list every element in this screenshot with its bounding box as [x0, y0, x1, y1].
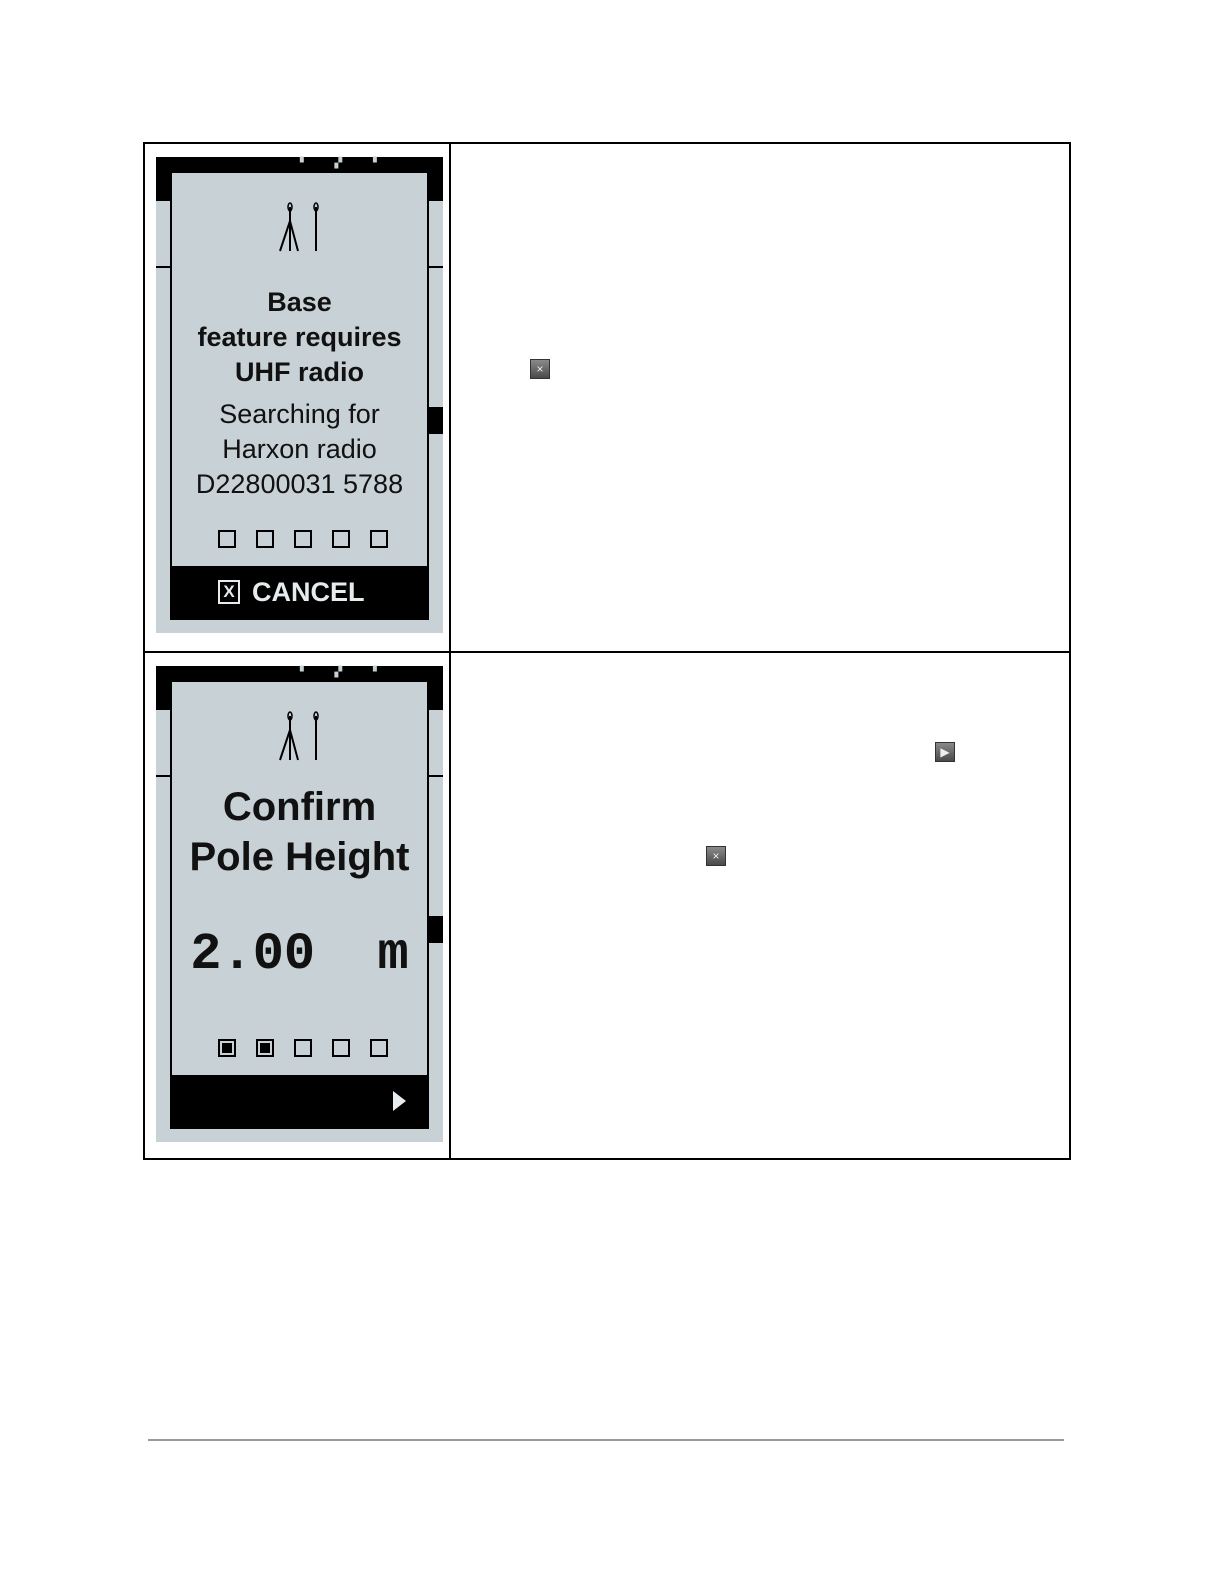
screen-title-line: Base	[267, 287, 332, 317]
softkey-bar	[172, 566, 427, 618]
screen-title-line: UHF radio	[234, 357, 364, 387]
bezel-right-line	[429, 775, 443, 777]
status-bar	[156, 157, 443, 171]
cancel-x-icon: ×	[530, 359, 550, 379]
next-arrow-icon: ▶	[935, 742, 955, 762]
play-arrow-icon[interactable]	[389, 1089, 409, 1113]
progress-box	[294, 1039, 312, 1057]
receiver-device	[156, 666, 443, 1142]
progress-box	[294, 530, 312, 548]
progress-box	[370, 530, 388, 548]
pole-height-value: 2.00 m	[190, 925, 409, 984]
bezel-left-block	[156, 680, 170, 710]
cancel-label: CANCEL	[252, 576, 365, 607]
column-divider	[449, 144, 451, 651]
x-box-icon: X	[218, 580, 240, 604]
table-row	[145, 653, 1069, 1160]
instruction-table	[143, 142, 1071, 1160]
bezel-right-block	[429, 171, 443, 201]
progress-box	[370, 1039, 388, 1057]
bezel-left-line	[156, 266, 170, 268]
device-screen	[170, 171, 429, 620]
bezel-right-block	[429, 680, 443, 710]
tripod-rover-icon	[274, 201, 324, 255]
receiver-device	[156, 157, 443, 633]
cancel-button[interactable]	[218, 576, 365, 608]
progress-indicator	[218, 1039, 388, 1057]
status-icons: ▝ ▞ ▘	[296, 158, 395, 169]
progress-box	[256, 530, 274, 548]
bezel-left-block	[156, 171, 170, 201]
bezel-right-line	[429, 266, 443, 268]
progress-indicator	[218, 530, 388, 548]
cancel-x-icon: ×	[706, 846, 726, 866]
progress-box	[332, 530, 350, 548]
screen-title-line: Pole Height	[189, 835, 410, 879]
scroll-indicator	[429, 916, 443, 943]
footer-rule	[148, 1439, 1064, 1441]
bezel-left-line	[156, 775, 170, 777]
softkey-bar	[172, 1075, 427, 1127]
screen-status-line: Harxon radio	[222, 434, 377, 464]
screen-title-line: Confirm	[222, 785, 377, 829]
tripod-rover-icon	[274, 710, 324, 764]
progress-box	[256, 1039, 274, 1057]
scroll-indicator	[429, 407, 443, 434]
status-bar	[156, 666, 443, 680]
column-divider	[449, 653, 451, 1160]
table-row	[145, 144, 1069, 653]
screen-status-line: Searching for	[219, 399, 380, 429]
progress-box	[218, 530, 236, 548]
progress-box	[218, 1039, 236, 1057]
status-icons: ▝ ▞ ▘	[296, 667, 395, 678]
screen-status-line: D22800031 5788	[195, 469, 404, 499]
screen-title-line: feature requires	[197, 322, 402, 352]
progress-box	[332, 1039, 350, 1057]
device-screen	[170, 680, 429, 1129]
